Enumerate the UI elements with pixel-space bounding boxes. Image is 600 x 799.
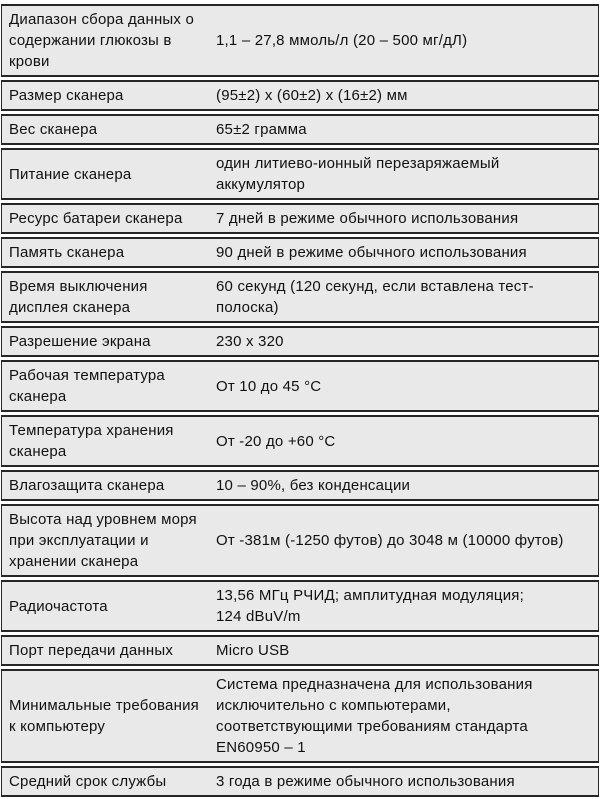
spec-name-cell: Минимальные требования к компьютеру <box>9 697 199 735</box>
table-row <box>1 470 599 501</box>
table-row <box>1 580 599 632</box>
table-row <box>1 415 599 467</box>
table-row <box>1 326 599 357</box>
table-row <box>1 669 599 763</box>
spec-value-cell: 1,1 – 27,8 ммоль/л (20 – 500 мг/дЛ) <box>216 32 468 49</box>
spec-name-cell: Питание сканера <box>9 165 132 183</box>
spec-name-cell: Ресурс батареи сканера <box>9 210 183 227</box>
spec-name-cell: Влагозащита сканера <box>9 477 165 494</box>
table-row <box>1 114 599 145</box>
table-row <box>1 766 599 797</box>
table-row <box>1 271 599 323</box>
spec-value-cell: От 10 до 45 °C <box>216 377 322 395</box>
spec-value-cell: Micro USB <box>216 642 290 659</box>
spec-value-cell: 13,56 МГц РЧИД; амплитудная модуляция; 124 dBuV/m <box>216 587 524 625</box>
spec-value-cell: 230 x 320 <box>216 333 284 350</box>
table-row <box>1 203 599 234</box>
table-row <box>1 80 599 111</box>
spec-value-cell: От -381м (-1250 футов) до 3048 м (10000 футов) <box>216 532 564 549</box>
spec-value-cell: 7 дней в режиме обычного использования <box>216 210 519 227</box>
spec-name-cell: Диапазон сбора данных о содержании глюкозы в крови <box>9 11 195 70</box>
spec-name-cell: Радиочастота <box>9 597 108 615</box>
spec-name-cell: Память сканера <box>9 244 125 261</box>
table-row <box>1 148 599 200</box>
table-row <box>1 504 599 577</box>
spec-value-cell: 90 дней в режиме обычного использования <box>216 244 527 261</box>
spec-value-cell: (95±2) x (60±2) x (16±2) мм <box>216 87 408 104</box>
table-row <box>1 635 599 666</box>
table-row <box>1 237 599 268</box>
spec-value-cell: один литиево-ионный перезаряжаемый аккумулятор <box>216 155 500 193</box>
spec-name-cell: Температура хранения сканера <box>9 422 174 460</box>
spec-name-cell: Высота над уровнем моря при эксплуатации и хранении сканера <box>9 511 197 570</box>
spec-value-cell: 10 – 90%, без конденсации <box>216 477 411 494</box>
spec-value-cell: От -20 до +60 °C <box>216 432 336 450</box>
spec-name-cell: Средний срок службы <box>9 773 167 790</box>
spec-name-cell: Разрешение экрана <box>9 333 151 350</box>
spec-value-cell: 65±2 грамма <box>216 121 307 138</box>
spec-value-cell: 60 секунд (120 секунд, если вставлена тест-полоска) <box>216 278 534 316</box>
table-row <box>1 4 599 77</box>
spec-name-cell: Вес сканера <box>9 121 98 138</box>
spec-name-cell: Время выключения дисплея сканера <box>9 278 148 316</box>
spec-name-cell: Рабочая температура сканера <box>9 367 165 405</box>
spec-value-cell: 3 года в режиме обычного использования <box>216 773 515 790</box>
spec-name-cell: Порт передачи данных <box>9 642 174 659</box>
table-row <box>1 360 599 412</box>
spec-name-cell: Размер сканера <box>9 87 124 104</box>
spec-value-cell: Система предназначена для использования исключительно с компьютерами, соответствующими требованиям стандарта EN60950 – 1 <box>216 676 533 756</box>
